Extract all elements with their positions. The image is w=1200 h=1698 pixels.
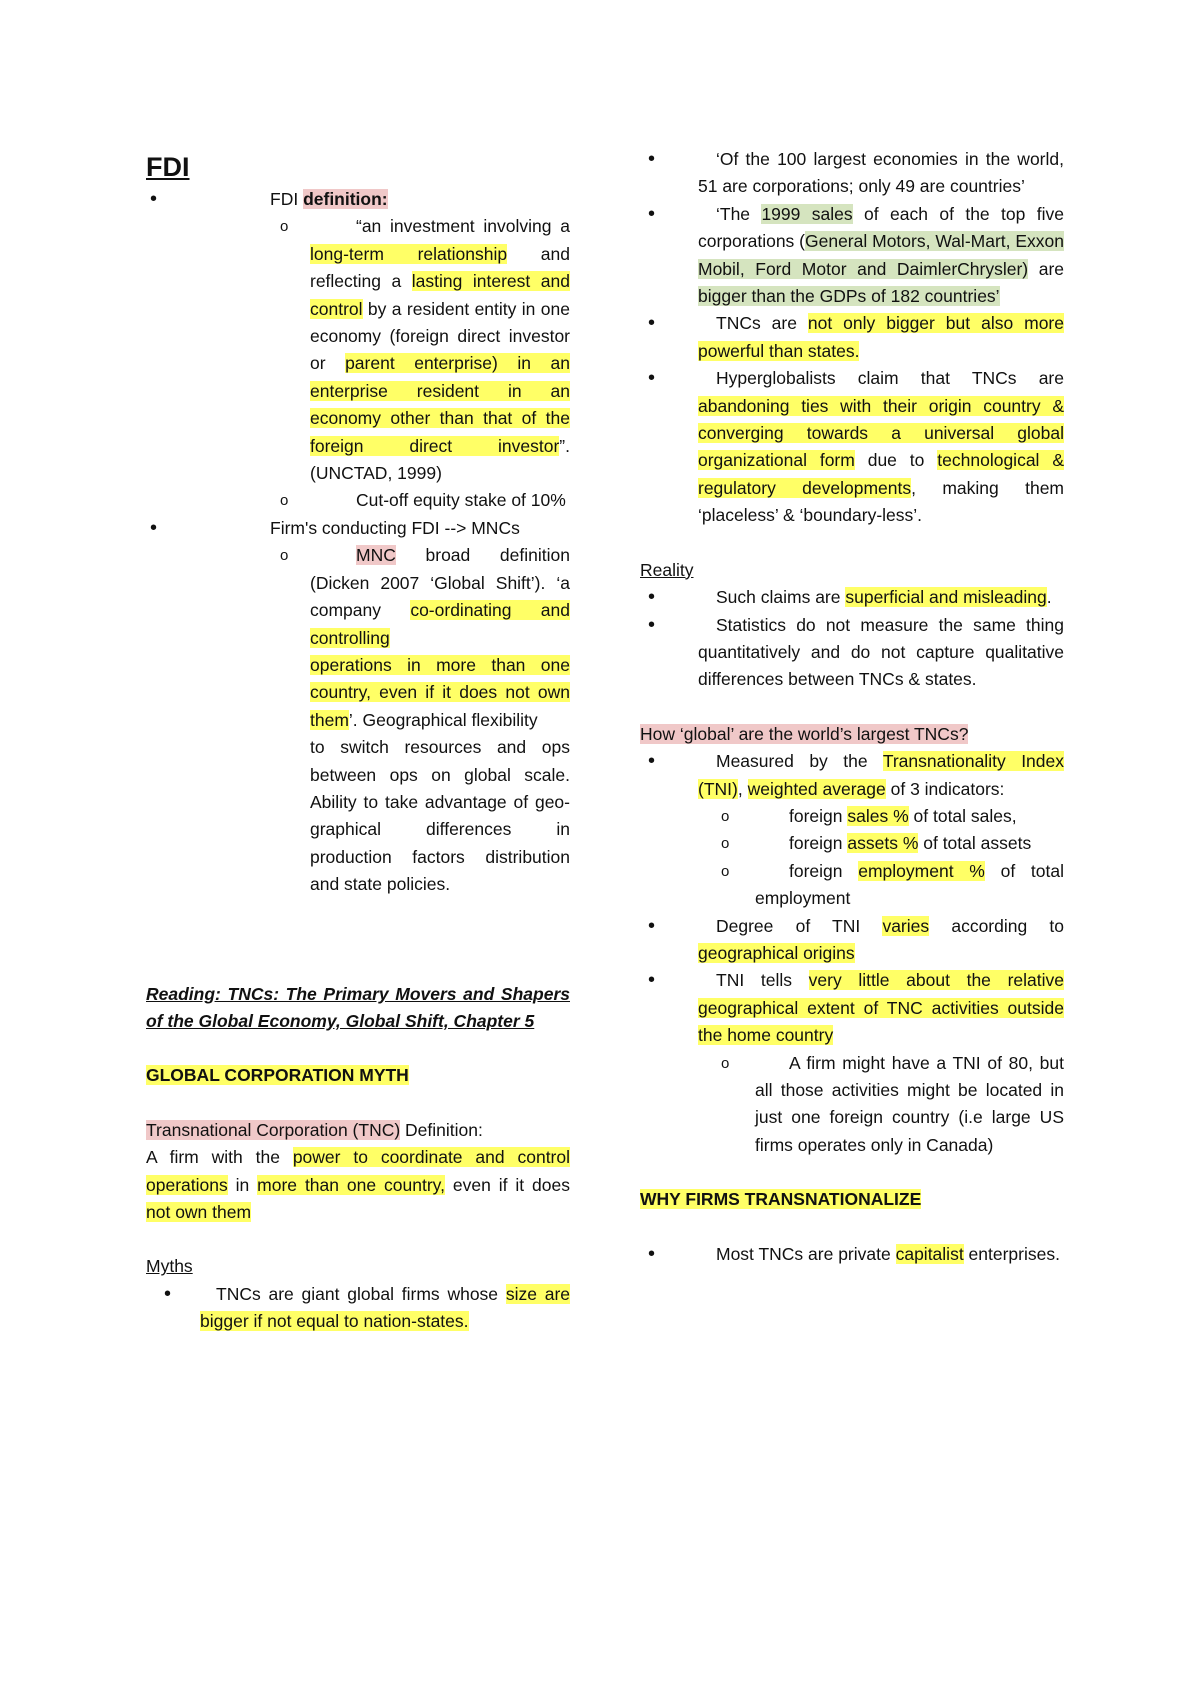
hyperglobalists-bullet: • Hyperglobalists claim that TNCs are abandoning ties with their origin country & converging towards a universal global organizational form due to technological & regulatory developments, making them ‘placeless’ & ‘boundary-less’.: [698, 365, 1064, 529]
tnc-definition: A firm with the power to coordinate and control operations in more than one country, even if it does not own them: [146, 1147, 571, 1222]
indicator-employment: o foreign employment % of total employment: [755, 858, 1064, 913]
fdi-def-bold: definition:: [303, 189, 388, 209]
fdi-def-label: FDI: [270, 189, 304, 209]
cutoff-item: o Cut-off equity stake of 10%: [310, 487, 570, 514]
how-global-heading: How ‘global’ are the world’s largest TNCs?: [640, 723, 969, 744]
firms-bullet: • Firm's conducting FDI --> MNCs: [230, 515, 570, 542]
fdi-definition-quote: o “an investment involving a long-term relationship and reflecting a lasting interest and control by a resident entity in one economy (foreign direct investor or parent enterprise) in an enterprise resident in an economy other than that of the foreign direct investor”. (UNCTAD, 1999): [310, 213, 570, 487]
tni-example: o A firm might have a TNI of 80, but all those activities might be located in just one foreign country (i.e large US firms operates only in Canada): [755, 1050, 1064, 1160]
why-bullet-1: • Most TNCs are private capitalist enterprises.: [698, 1241, 1064, 1268]
myths-heading: Myths: [146, 1256, 193, 1277]
indicator-assets: o foreign assets % of total assets: [755, 830, 1064, 857]
right-column: [640, 146, 1064, 1268]
indicator-sales: o foreign sales % of total sales,: [755, 803, 1064, 830]
reality-heading: Reality: [640, 559, 694, 580]
reality-bullet-1: • Such claims are superficial and misleading.: [698, 584, 1064, 611]
reality-bullet-2: • Statistics do not measure the same thing quantitatively and do not capture qualitative differences between TNCs & states.: [698, 612, 1064, 694]
mnc-definition: o MNC broad definition (Dicken 2007 ‘Global Shift’). ‘a company co-ordinating and controlling operations in more than one country, even if it does not own them’. Geographical flexibility to switch resources and ops between ops on global scale. Ability to take advantage of geo-graphical differences in production factors distribution and state policies.: [310, 542, 570, 898]
reading-title: Reading: TNCs: The Primary Movers and Shapers of the Global Economy, Global Shift, Chapter 5: [146, 983, 570, 1031]
page-title: FDI: [146, 152, 190, 182]
myth-bullet: • TNCs are giant global firms whose size are bigger if not equal to nation-states.: [200, 1281, 570, 1336]
tni-tells-bullet: • TNI tells very little about the relative geographical extent of TNC activities outside the home country: [698, 967, 1064, 1049]
myth-heading: GLOBAL CORPORATION MYTH: [146, 1065, 409, 1086]
tni-degree-bullet: • Degree of TNI varies according to geographical origins: [698, 913, 1064, 968]
tni-measure-bullet: • Measured by the Transnationality Index (TNI), weighted average of 3 indicators:: [698, 748, 1064, 803]
left-column: [146, 150, 570, 1336]
quote-bullet-1: • ‘Of the 100 largest economies in the world, 51 are corporations; only 49 are countries’: [698, 146, 1064, 201]
fdi-definition-bullet: [270, 186, 570, 213]
quote-bullet-2: • ‘The 1999 sales of each of the top five corporations (General Motors, Wal-Mart, Exxon Mobil, Ford Motor and DaimlerChrysler) are bigger than the GDPs of 182 countries’: [698, 201, 1064, 311]
why-heading: WHY FIRMS TRANSNATIONALIZE: [640, 1189, 922, 1210]
tnc-definition-heading: Transnational Corporation (TNC) Definition:: [146, 1119, 483, 1140]
power-bullet: • TNCs are not only bigger but also more powerful than states.: [698, 310, 1064, 365]
